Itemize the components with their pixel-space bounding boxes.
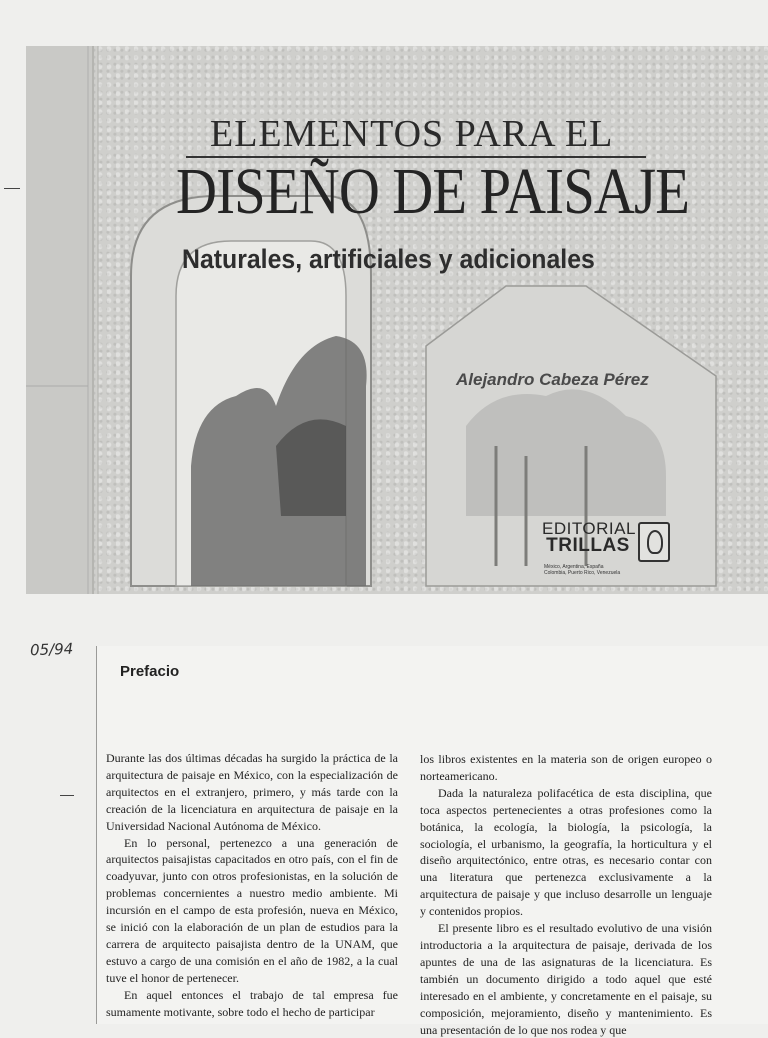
publisher-name-line-2: TRILLAS: [546, 535, 630, 556]
cover-title-line-1: ELEMENTOS PARA EL: [210, 113, 614, 155]
paragraph: Dada la naturaleza polifacética de esta disciplina, que toca aspectos pertenecientes a otras profesiones como la botánica, la ecología, la biología, la psicología, la sociología, el urbanismo, la geografía, la horticultura y el diseño arquitectónico, entre otras, es necesario contar con una literatura que pertenezca exclusivamente a la arquitectura de paisaje y que incluso desarrolle un lenguaje y contenidos propios.: [420, 785, 712, 919]
page-heading: Prefacio: [120, 663, 180, 680]
publisher-cities-line-2: Colombia, Puerto Rico, Venezuela: [544, 570, 621, 576]
publisher-name-line-1: EDITORIAL: [542, 519, 636, 538]
book-cover: [26, 46, 768, 594]
margin-mark: [4, 188, 20, 189]
left-column: [106, 750, 398, 1021]
publisher-block: [542, 520, 678, 576]
right-column: [420, 751, 712, 1038]
cover-subtitle: Naturales, artificiales y adicionales: [182, 244, 595, 274]
publisher-logo-icon: [638, 522, 670, 562]
publisher-name: [542, 520, 634, 554]
margin-mark: [60, 795, 74, 796]
handwritten-note: 05/94: [29, 639, 74, 660]
publisher-cities: [544, 564, 684, 576]
paragraph: los libros existentes en la materia son de origen europeo o norteamericano.: [420, 752, 712, 783]
publisher-cities-line-1: México, Argentina, España: [544, 564, 604, 570]
paragraph: En lo personal, pertenezco a una generación de arquitectos paisajistas capacitados en otro país, con el fin de coadyuvar, junto con otros profesionistas, en la solución de problemas concernientes a nuestro medio ambiente. Mi incursión en el campo de esta profesión, nueva en México, se inició con la elaboración de un plan de estudios para la carrera de arquitecto paisajista dentro de la UNAM, que estuvo a cargo de una comisión en el año de 1982, a la cual tuve el honor de pertenecer.: [106, 835, 398, 985]
cover-title-line-2: DISEÑO DE PAISAJE: [176, 155, 690, 228]
paragraph: En aquel entonces el trabajo de tal empresa fue sumamente motivante, sobre todo el hecho de participar: [106, 987, 398, 1019]
paragraph: El presente libro es el resultado evolutivo de una visión introductoria a la arquitectura de paisaje, derivada de los apuntes de una de las asignaturas de la licenciatura. Es también un documento dirigido a todo aquel que esté interesado en el ambiente, y concretamente en el paisaje, su composición, mejoramiento, diseño y mantenimiento. Es una presentación de lo que nos rodea y que: [420, 921, 712, 1037]
cover-author: Alejandro Cabeza Pérez: [456, 370, 649, 389]
paragraph: Durante las dos últimas décadas ha surgido la práctica de la arquitectura de paisaje en México, con la especialización de arquitectos en el extranjero, primero, y más tarde con la creación de la licenciatura en arquitectura de paisaje en la Universidad Nacional Autónoma de México.: [106, 751, 398, 833]
